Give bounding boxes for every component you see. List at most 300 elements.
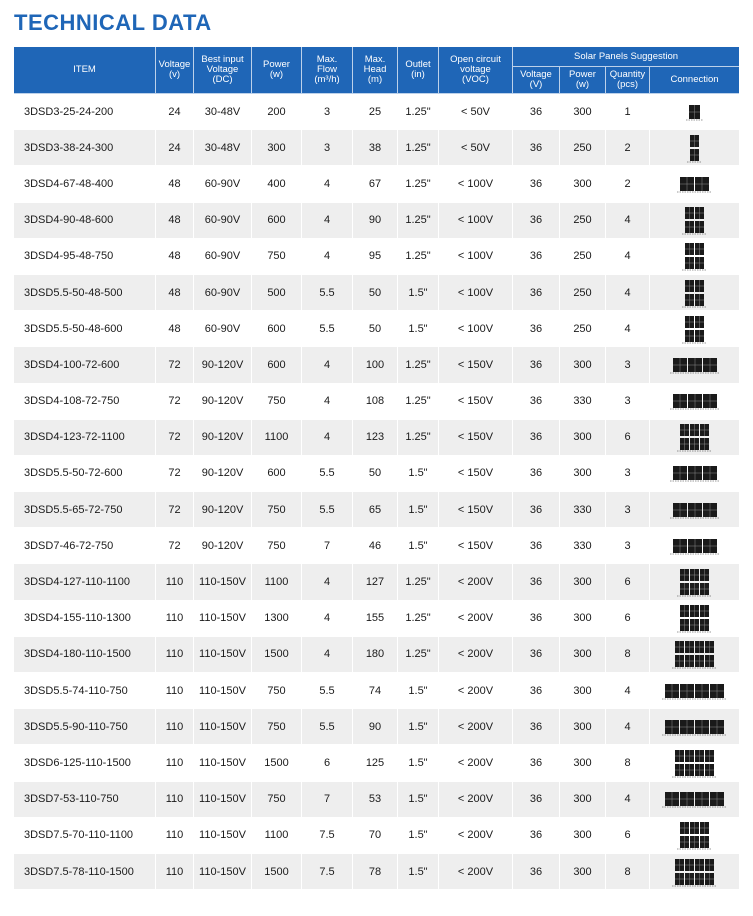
- cell-voc: < 50V: [439, 130, 513, 166]
- cell-sp-quantity: 2: [606, 166, 650, 202]
- cell-power: 1500: [252, 745, 302, 781]
- cell-best-input: 110-150V: [194, 564, 252, 600]
- cell-sp-voltage: 36: [513, 275, 560, 311]
- cell-sp-power: 330: [560, 492, 606, 528]
- cell-max-head: 50: [353, 275, 398, 311]
- cell-voc: < 200V: [439, 601, 513, 637]
- cell-power: 750: [252, 709, 302, 745]
- solar-panel-connection-icon: [676, 174, 713, 194]
- cell-sp-power: 330: [560, 384, 606, 420]
- cell-outlet: 1.25": [398, 166, 439, 202]
- cell-sp-voltage: 36: [513, 673, 560, 709]
- cell-voc: < 150V: [439, 384, 513, 420]
- cell-best-input: 90-120V: [194, 384, 252, 420]
- header-max-head-line3: (m): [367, 74, 383, 85]
- cell-max-flow: 5.5: [302, 311, 353, 347]
- cell-voc: < 100V: [439, 239, 513, 275]
- cell-outlet: 1.5": [398, 745, 439, 781]
- cell-outlet: 1.25": [398, 94, 439, 130]
- cell-voc: < 150V: [439, 528, 513, 564]
- header-outlet-line1: Outlet: [405, 59, 431, 70]
- cell-sp-quantity: 6: [606, 818, 650, 854]
- cell-max-head: 70: [353, 818, 398, 854]
- cell-sp-quantity: 3: [606, 384, 650, 420]
- cell-max-head: 127: [353, 564, 398, 600]
- cell-sp-quantity: 6: [606, 564, 650, 600]
- cell-sp-voltage: 36: [513, 384, 560, 420]
- cell-sp-power: 250: [560, 130, 606, 166]
- cell-connection: [650, 854, 739, 890]
- cell-power: 400: [252, 166, 302, 202]
- cell-connection: [650, 456, 739, 492]
- cell-power: 1500: [252, 854, 302, 890]
- cell-best-input: 110-150V: [194, 818, 252, 854]
- cell-connection: [650, 745, 739, 781]
- cell-sp-quantity: 4: [606, 203, 650, 239]
- solar-panel-connection-icon: [676, 819, 713, 851]
- cell-outlet: 1.5": [398, 311, 439, 347]
- header-max-flow-line2: Flow: [316, 64, 338, 75]
- cell-sp-power: 250: [560, 203, 606, 239]
- cell-best-input: 60-90V: [194, 275, 252, 311]
- cell-max-head: 38: [353, 130, 398, 166]
- cell-max-flow: 4: [302, 637, 353, 673]
- cell-connection: [650, 311, 739, 347]
- header-sp-quantity: [606, 67, 650, 94]
- cell-best-input: 110-150V: [194, 745, 252, 781]
- cell-best-input: 110-150V: [194, 637, 252, 673]
- table-row: [14, 818, 739, 854]
- header-solar-group: [513, 47, 739, 67]
- cell-max-head: 100: [353, 347, 398, 383]
- cell-connection: [650, 709, 739, 745]
- cell-sp-power: 300: [560, 637, 606, 673]
- cell-sp-quantity: 8: [606, 854, 650, 890]
- table-row: [14, 456, 739, 492]
- cell-connection: [650, 564, 739, 600]
- cell-connection: [650, 673, 739, 709]
- cell-sp-quantity: 8: [606, 745, 650, 781]
- cell-connection: [650, 275, 739, 311]
- header-best-input-line1: Best input: [201, 54, 244, 65]
- table-row: [14, 347, 739, 383]
- cell-max-flow: 4: [302, 166, 353, 202]
- cell-voc: < 200V: [439, 673, 513, 709]
- header-max-flow-line3: (m³/h): [314, 74, 340, 85]
- cell-power: 750: [252, 528, 302, 564]
- header-sp-power-line1: Power: [569, 69, 596, 80]
- cell-sp-voltage: 36: [513, 854, 560, 890]
- cell-power: 600: [252, 203, 302, 239]
- cell-power: 750: [252, 239, 302, 275]
- cell-max-head: 155: [353, 601, 398, 637]
- header-sp-power: [560, 67, 606, 94]
- solar-panel-connection-icon: [681, 240, 708, 272]
- cell-power: 600: [252, 311, 302, 347]
- cell-voc: < 150V: [439, 456, 513, 492]
- cell-sp-power: 300: [560, 854, 606, 890]
- cell-outlet: 1.5": [398, 709, 439, 745]
- table-row: [14, 564, 739, 600]
- header-voc-line3: (VOC): [462, 74, 489, 85]
- table-header: [14, 47, 739, 94]
- header-power: [252, 47, 302, 94]
- cell-sp-voltage: 36: [513, 311, 560, 347]
- cell-sp-voltage: 36: [513, 745, 560, 781]
- cell-outlet: 1.5": [398, 492, 439, 528]
- cell-max-flow: 7.5: [302, 854, 353, 890]
- cell-sp-quantity: 4: [606, 275, 650, 311]
- cell-power: 600: [252, 456, 302, 492]
- header-max-head-line2: Head: [363, 64, 387, 75]
- cell-sp-quantity: 3: [606, 528, 650, 564]
- cell-connection: [650, 384, 739, 420]
- header-voc-line2: voltage: [460, 64, 491, 75]
- cell-voc: < 200V: [439, 854, 513, 890]
- cell-outlet: 1.5": [398, 673, 439, 709]
- header-voltage-line1: Voltage: [158, 59, 191, 70]
- header-max-head-line1: Max.: [364, 54, 386, 65]
- cell-best-input: 60-90V: [194, 311, 252, 347]
- cell-voc: < 150V: [439, 347, 513, 383]
- cell-max-flow: 4: [302, 239, 353, 275]
- cell-voltage: 110: [156, 564, 194, 600]
- cell-max-head: 125: [353, 745, 398, 781]
- cell-voc: < 200V: [439, 709, 513, 745]
- cell-max-flow: 5.5: [302, 275, 353, 311]
- table-row: [14, 673, 739, 709]
- cell-sp-quantity: 6: [606, 601, 650, 637]
- cell-max-head: 123: [353, 420, 398, 456]
- cell-best-input: 30-48V: [194, 94, 252, 130]
- cell-best-input: 30-48V: [194, 130, 252, 166]
- cell-connection: [650, 818, 739, 854]
- cell-best-input: 110-150V: [194, 782, 252, 818]
- header-best-input-line3: (DC): [212, 74, 233, 85]
- cell-best-input: 110-150V: [194, 673, 252, 709]
- solar-panel-connection-icon: [669, 463, 721, 483]
- header-sp-quantity-line2: (pcs): [616, 79, 639, 90]
- cell-power: 1500: [252, 637, 302, 673]
- cell-max-head: 78: [353, 854, 398, 890]
- table-row: [14, 492, 739, 528]
- solar-panel-connection-icon: [661, 717, 728, 737]
- cell-item: 3DSD4-180-110-1500: [14, 637, 156, 673]
- cell-max-head: 53: [353, 782, 398, 818]
- solar-panel-connection-icon: [669, 391, 721, 411]
- cell-item: 3DSD4-95-48-750: [14, 239, 156, 275]
- header-solar-group-label: Solar Panels Suggestion: [574, 50, 679, 62]
- solar-panel-connection-icon: [676, 602, 713, 634]
- cell-sp-voltage: 36: [513, 203, 560, 239]
- solar-panel-connection-icon: [671, 856, 718, 888]
- cell-sp-voltage: 36: [513, 818, 560, 854]
- cell-item: 3DSD5.5-90-110-750: [14, 709, 156, 745]
- cell-voltage: 72: [156, 384, 194, 420]
- page-title: TECHNICAL DATA: [14, 10, 212, 35]
- cell-outlet: 1.25": [398, 239, 439, 275]
- cell-connection: [650, 492, 739, 528]
- cell-sp-quantity: 4: [606, 239, 650, 275]
- cell-sp-power: 250: [560, 275, 606, 311]
- cell-sp-power: 300: [560, 782, 606, 818]
- cell-item: 3DSD4-67-48-400: [14, 166, 156, 202]
- cell-sp-quantity: 3: [606, 492, 650, 528]
- cell-voltage: 110: [156, 818, 194, 854]
- cell-sp-power: 300: [560, 456, 606, 492]
- cell-best-input: 60-90V: [194, 239, 252, 275]
- cell-sp-power: 300: [560, 564, 606, 600]
- cell-sp-voltage: 36: [513, 130, 560, 166]
- cell-connection: [650, 528, 739, 564]
- cell-sp-voltage: 36: [513, 239, 560, 275]
- cell-item: 3DSD7-46-72-750: [14, 528, 156, 564]
- header-sp-connection-label: Connection: [670, 74, 719, 85]
- header-voc-line1: Open circuit: [450, 54, 501, 65]
- cell-outlet: 1.25": [398, 601, 439, 637]
- cell-max-head: 74: [353, 673, 398, 709]
- cell-sp-quantity: 8: [606, 637, 650, 673]
- cell-item: 3DSD5.5-65-72-750: [14, 492, 156, 528]
- solar-panel-connection-icon: [685, 102, 704, 122]
- header-power-line1: Power: [263, 59, 290, 70]
- table-row: [14, 166, 739, 202]
- cell-power: 200: [252, 94, 302, 130]
- cell-sp-voltage: 36: [513, 492, 560, 528]
- cell-power: 750: [252, 384, 302, 420]
- cell-outlet: 1.5": [398, 818, 439, 854]
- cell-connection: [650, 347, 739, 383]
- header-sp-voltage-line2: (V): [529, 79, 543, 90]
- technical-data-table: [14, 47, 739, 890]
- cell-outlet: 1.5": [398, 528, 439, 564]
- cell-best-input: 90-120V: [194, 456, 252, 492]
- cell-sp-quantity: 1: [606, 94, 650, 130]
- cell-voltage: 110: [156, 782, 194, 818]
- cell-sp-power: 300: [560, 347, 606, 383]
- cell-voc: < 50V: [439, 94, 513, 130]
- cell-sp-voltage: 36: [513, 782, 560, 818]
- cell-sp-voltage: 36: [513, 456, 560, 492]
- cell-outlet: 1.5": [398, 854, 439, 890]
- cell-max-head: 65: [353, 492, 398, 528]
- cell-item: 3DSD4-90-48-600: [14, 203, 156, 239]
- header-best-input-line2: Voltage: [206, 64, 239, 75]
- cell-connection: [650, 130, 739, 166]
- cell-voltage: 72: [156, 528, 194, 564]
- header-voltage-line2: (v): [168, 69, 181, 80]
- cell-voltage: 110: [156, 601, 194, 637]
- cell-sp-power: 300: [560, 709, 606, 745]
- cell-best-input: 110-150V: [194, 601, 252, 637]
- cell-item: 3DSD4-123-72-1100: [14, 420, 156, 456]
- header-max-head: [353, 47, 398, 94]
- cell-voltage: 110: [156, 709, 194, 745]
- table-row: [14, 275, 739, 311]
- cell-power: 750: [252, 673, 302, 709]
- header-max-flow-line1: Max.: [316, 54, 338, 65]
- cell-sp-power: 300: [560, 818, 606, 854]
- cell-voc: < 200V: [439, 782, 513, 818]
- cell-connection: [650, 637, 739, 673]
- cell-voltage: 110: [156, 745, 194, 781]
- solar-panel-connection-icon: [661, 789, 728, 809]
- header-item: [14, 47, 156, 94]
- cell-sp-voltage: 36: [513, 709, 560, 745]
- cell-outlet: 1.5": [398, 275, 439, 311]
- cell-voltage: 24: [156, 94, 194, 130]
- cell-item: 3DSD7.5-70-110-1100: [14, 818, 156, 854]
- table-row: [14, 528, 739, 564]
- cell-item: 3DSD4-127-110-1100: [14, 564, 156, 600]
- cell-sp-voltage: 36: [513, 601, 560, 637]
- cell-sp-voltage: 36: [513, 94, 560, 130]
- solar-panel-connection-icon: [681, 204, 708, 236]
- cell-voltage: 110: [156, 854, 194, 890]
- cell-item: 3DSD6-125-110-1500: [14, 745, 156, 781]
- cell-item: 3DSD4-108-72-750: [14, 384, 156, 420]
- header-best-input: [194, 47, 252, 94]
- cell-max-head: 25: [353, 94, 398, 130]
- cell-outlet: 1.25": [398, 384, 439, 420]
- cell-power: 750: [252, 492, 302, 528]
- cell-best-input: 90-120V: [194, 420, 252, 456]
- cell-max-flow: 5.5: [302, 492, 353, 528]
- solar-panel-connection-icon: [661, 681, 728, 701]
- cell-outlet: 1.25": [398, 420, 439, 456]
- table-row: [14, 94, 739, 130]
- cell-max-flow: 7: [302, 782, 353, 818]
- cell-voc: < 150V: [439, 492, 513, 528]
- cell-sp-power: 330: [560, 528, 606, 564]
- cell-outlet: 1.5": [398, 782, 439, 818]
- cell-power: 750: [252, 782, 302, 818]
- cell-max-flow: 3: [302, 94, 353, 130]
- cell-sp-power: 300: [560, 745, 606, 781]
- cell-sp-power: 300: [560, 673, 606, 709]
- cell-best-input: 90-120V: [194, 347, 252, 383]
- solar-panel-connection-icon: [671, 638, 718, 670]
- cell-voc: < 200V: [439, 745, 513, 781]
- header-sp-voltage-line1: Voltage: [520, 69, 552, 80]
- cell-voltage: 48: [156, 203, 194, 239]
- cell-max-head: 95: [353, 239, 398, 275]
- cell-best-input: 60-90V: [194, 166, 252, 202]
- header-voltage: [156, 47, 194, 94]
- cell-max-flow: 4: [302, 601, 353, 637]
- cell-max-head: 50: [353, 311, 398, 347]
- table-row: [14, 601, 739, 637]
- cell-max-flow: 3: [302, 130, 353, 166]
- cell-max-head: 90: [353, 203, 398, 239]
- cell-max-flow: 6: [302, 745, 353, 781]
- cell-voc: < 200V: [439, 564, 513, 600]
- cell-outlet: 1.25": [398, 203, 439, 239]
- solar-panel-connection-icon: [681, 313, 708, 345]
- cell-outlet: 1.25": [398, 637, 439, 673]
- header-max-flow: [302, 47, 353, 94]
- cell-item: 3DSD4-100-72-600: [14, 347, 156, 383]
- cell-sp-voltage: 36: [513, 347, 560, 383]
- cell-sp-power: 250: [560, 311, 606, 347]
- table-row: [14, 311, 739, 347]
- cell-sp-voltage: 36: [513, 637, 560, 673]
- cell-voc: < 100V: [439, 275, 513, 311]
- cell-item: 3DSD3-25-24-200: [14, 94, 156, 130]
- cell-power: 1300: [252, 601, 302, 637]
- cell-voc: < 100V: [439, 311, 513, 347]
- table-row: [14, 420, 739, 456]
- table-row: [14, 239, 739, 275]
- cell-best-input: 90-120V: [194, 528, 252, 564]
- cell-sp-voltage: 36: [513, 564, 560, 600]
- cell-sp-power: 300: [560, 94, 606, 130]
- cell-connection: [650, 782, 739, 818]
- cell-voltage: 72: [156, 492, 194, 528]
- cell-voltage: 72: [156, 456, 194, 492]
- cell-max-flow: 4: [302, 420, 353, 456]
- cell-item: 3DSD5.5-50-72-600: [14, 456, 156, 492]
- header-sp-quantity-line1: Quantity: [609, 69, 646, 80]
- cell-outlet: 1.25": [398, 564, 439, 600]
- cell-max-head: 90: [353, 709, 398, 745]
- cell-max-flow: 4: [302, 384, 353, 420]
- cell-sp-power: 300: [560, 166, 606, 202]
- cell-outlet: 1.25": [398, 347, 439, 383]
- cell-max-flow: 4: [302, 564, 353, 600]
- cell-connection: [650, 166, 739, 202]
- cell-sp-power: 300: [560, 601, 606, 637]
- cell-voltage: 72: [156, 347, 194, 383]
- cell-max-head: 50: [353, 456, 398, 492]
- table-row: [14, 384, 739, 420]
- cell-voltage: 48: [156, 311, 194, 347]
- cell-max-head: 108: [353, 384, 398, 420]
- cell-best-input: 60-90V: [194, 203, 252, 239]
- cell-sp-power: 250: [560, 239, 606, 275]
- cell-item: 3DSD7-53-110-750: [14, 782, 156, 818]
- solar-panel-connection-icon: [676, 421, 713, 453]
- cell-max-flow: 4: [302, 347, 353, 383]
- cell-best-input: 110-150V: [194, 709, 252, 745]
- solar-panel-connection-icon: [671, 747, 718, 779]
- cell-max-flow: 4: [302, 203, 353, 239]
- header-power-line2: (w): [269, 69, 284, 80]
- cell-max-flow: 7: [302, 528, 353, 564]
- cell-connection: [650, 203, 739, 239]
- cell-power: 600: [252, 347, 302, 383]
- header-item-label: ITEM: [73, 64, 96, 75]
- cell-voltage: 110: [156, 673, 194, 709]
- cell-sp-quantity: 4: [606, 311, 650, 347]
- cell-item: 3DSD5.5-50-48-500: [14, 275, 156, 311]
- solar-panel-connection-icon: [676, 566, 713, 598]
- solar-panel-connection-icon: [669, 536, 721, 556]
- solar-panel-connection-icon: [669, 355, 721, 375]
- cell-item: 3DSD7.5-78-110-1500: [14, 854, 156, 890]
- cell-voc: < 100V: [439, 166, 513, 202]
- cell-power: 1100: [252, 564, 302, 600]
- cell-connection: [650, 601, 739, 637]
- cell-voc: < 200V: [439, 818, 513, 854]
- cell-sp-voltage: 36: [513, 528, 560, 564]
- cell-sp-quantity: 4: [606, 709, 650, 745]
- cell-voc: < 150V: [439, 420, 513, 456]
- cell-connection: [650, 420, 739, 456]
- cell-item: 3DSD3-38-24-300: [14, 130, 156, 166]
- table-body: [14, 94, 739, 890]
- cell-sp-quantity: 3: [606, 456, 650, 492]
